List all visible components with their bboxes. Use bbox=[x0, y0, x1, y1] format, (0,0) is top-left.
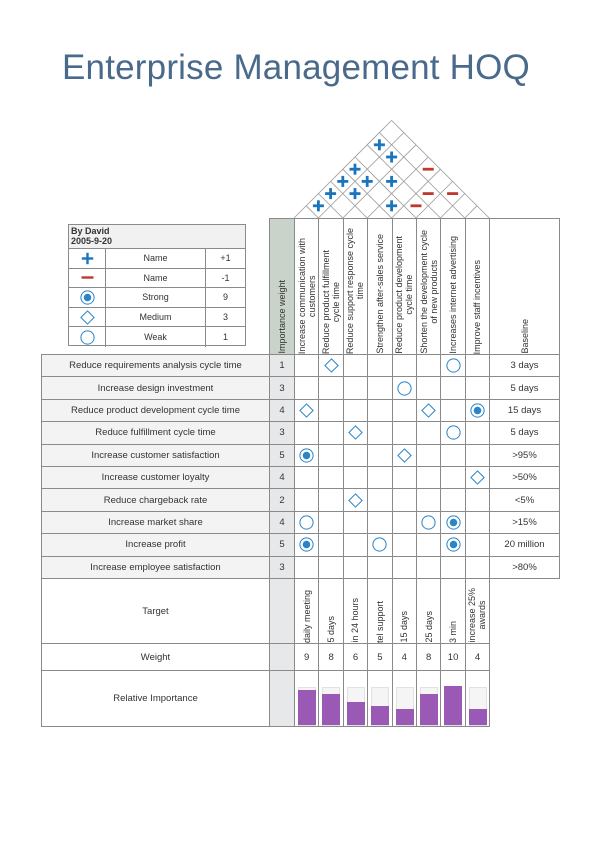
technical-requirement-label: Increases internet advertising bbox=[448, 236, 459, 354]
relationship-cell bbox=[392, 421, 417, 444]
legend-header bbox=[69, 225, 245, 249]
positive-correlation-icon bbox=[350, 164, 361, 175]
relationship-cell bbox=[318, 399, 343, 422]
weight-value: 9 bbox=[294, 643, 319, 671]
baseline-value: 5 days bbox=[489, 421, 560, 444]
relative-importance-bar-track bbox=[347, 687, 365, 726]
weight-value: 6 bbox=[343, 643, 368, 671]
technical-requirement-label: Increase communication with customers bbox=[296, 237, 317, 354]
legend-symbol bbox=[69, 327, 106, 347]
plus-icon bbox=[80, 251, 95, 266]
baseline-value: >15% bbox=[489, 511, 560, 534]
legend-row bbox=[69, 269, 245, 289]
relationship-cell bbox=[294, 354, 319, 377]
medium-relation-icon bbox=[470, 470, 485, 485]
negative-correlation-icon bbox=[411, 204, 422, 207]
legend-author: By David bbox=[71, 226, 110, 236]
relationship-cell bbox=[367, 533, 392, 556]
technical-requirement-header bbox=[343, 218, 368, 355]
importance-weight-value: 3 bbox=[269, 556, 295, 579]
target-value: in 24 hours bbox=[350, 598, 361, 643]
relationship-cell bbox=[318, 488, 343, 511]
weight-value: 4 bbox=[392, 643, 417, 671]
relationship-cell bbox=[392, 444, 417, 467]
technical-requirement-header bbox=[392, 218, 417, 355]
relationship-cell bbox=[367, 444, 392, 467]
relative-spacer bbox=[269, 670, 295, 727]
relative-importance-bar-track bbox=[396, 687, 414, 726]
negative-correlation-icon bbox=[423, 192, 434, 195]
strong-relation-icon bbox=[446, 537, 461, 552]
medium-relation-icon bbox=[421, 403, 436, 418]
legend-name: Medium bbox=[106, 308, 206, 327]
customer-requirement-label: Increase employee satisfaction bbox=[41, 556, 270, 579]
relationship-cell bbox=[318, 354, 343, 377]
relative-importance-bar-track bbox=[298, 687, 316, 726]
relationship-cell bbox=[465, 421, 490, 444]
technical-requirement-label: Reduce support response cycle time bbox=[345, 227, 366, 354]
weak-relation-icon bbox=[446, 425, 461, 440]
relative-importance-bar bbox=[347, 702, 365, 725]
relationship-cell bbox=[465, 511, 490, 534]
relationship-cell bbox=[343, 511, 368, 534]
technical-requirement-label: Shorten the development cycle of new products bbox=[418, 230, 439, 354]
relative-importance-cell bbox=[440, 670, 465, 727]
relative-importance-bar bbox=[469, 709, 487, 725]
relationship-cell bbox=[367, 466, 392, 489]
relationship-cell bbox=[294, 533, 319, 556]
relationship-cell bbox=[294, 399, 319, 422]
relationship-cell bbox=[294, 511, 319, 534]
relationship-cell bbox=[416, 444, 441, 467]
relative-importance-bar bbox=[444, 686, 462, 725]
relative-importance-cell bbox=[318, 670, 343, 727]
relationship-cell bbox=[465, 488, 490, 511]
positive-correlation-icon bbox=[313, 200, 324, 211]
relationship-cell bbox=[440, 556, 465, 579]
importance-weight-value: 1 bbox=[269, 354, 295, 377]
technical-requirement-header bbox=[416, 218, 441, 355]
legend-name: Strong bbox=[106, 288, 206, 307]
weight-label: Weight bbox=[41, 643, 270, 671]
relationship-cell bbox=[367, 556, 392, 579]
relative-importance-cell bbox=[465, 670, 490, 727]
technical-requirement-header bbox=[465, 218, 490, 355]
weak-relation-icon bbox=[299, 515, 314, 530]
baseline-value: >50% bbox=[489, 466, 560, 489]
customer-requirement-label: Increase customer loyalty bbox=[41, 466, 270, 489]
positive-correlation-icon bbox=[386, 200, 397, 211]
strong-relation-icon bbox=[299, 448, 314, 463]
technical-requirement-label: Reduce product fulfillment cycle time bbox=[321, 249, 342, 354]
relative-importance-bar bbox=[371, 706, 389, 726]
customer-requirement-label: Reduce chargeback rate bbox=[41, 488, 270, 511]
relationship-cell bbox=[440, 354, 465, 377]
customer-requirement-label: Increase market share bbox=[41, 511, 270, 534]
relationship-cell bbox=[440, 399, 465, 422]
relationship-cell bbox=[343, 466, 368, 489]
importance-weight-value: 4 bbox=[269, 399, 295, 422]
relative-importance-bar bbox=[396, 709, 414, 725]
relationship-cell bbox=[440, 466, 465, 489]
weight-value: 5 bbox=[367, 643, 392, 671]
relative-importance-cell bbox=[294, 670, 319, 727]
weight-value: 8 bbox=[416, 643, 441, 671]
positive-correlation-icon bbox=[362, 176, 373, 187]
positive-correlation-icon bbox=[386, 176, 397, 187]
relative-importance-cell bbox=[343, 670, 368, 727]
relationship-cell bbox=[392, 533, 417, 556]
minus-icon bbox=[80, 270, 95, 285]
relative-importance-bar-track bbox=[444, 687, 462, 726]
importance-weight-value: 2 bbox=[269, 488, 295, 511]
relative-importance-bar bbox=[298, 690, 316, 725]
customer-requirement-label: Reduce requirements analysis cycle time bbox=[41, 354, 270, 377]
customer-requirement-label: Reduce fulfillment cycle time bbox=[41, 421, 270, 444]
target-value: 5 days bbox=[326, 616, 337, 643]
importance-weight-value: 3 bbox=[269, 376, 295, 399]
relationship-cell bbox=[392, 511, 417, 534]
relationship-cell bbox=[343, 556, 368, 579]
customer-requirement-label: Increase customer satisfaction bbox=[41, 444, 270, 467]
relationship-cell bbox=[465, 556, 490, 579]
customer-requirement-label: Increase profit bbox=[41, 533, 270, 556]
relationship-cell bbox=[392, 376, 417, 399]
relative-importance-bar bbox=[420, 694, 438, 725]
baseline-value: <5% bbox=[489, 488, 560, 511]
relationship-cell bbox=[343, 421, 368, 444]
relative-importance-bar-track bbox=[322, 687, 340, 726]
medium-relation-icon bbox=[348, 425, 363, 440]
weak-relation-icon bbox=[446, 358, 461, 373]
positive-correlation-icon bbox=[374, 139, 385, 150]
target-cell bbox=[343, 578, 368, 644]
legend-name: Weak bbox=[106, 327, 206, 347]
technical-requirement-header bbox=[318, 218, 343, 355]
legend-row bbox=[69, 249, 245, 269]
target-cell bbox=[294, 578, 319, 644]
medium-relation-icon bbox=[397, 448, 412, 463]
positive-correlation-icon bbox=[337, 176, 348, 187]
relationship-cell bbox=[416, 556, 441, 579]
baseline-value: 15 days bbox=[489, 399, 560, 422]
importance-weight-value: 4 bbox=[269, 466, 295, 489]
weight-value: 10 bbox=[440, 643, 465, 671]
correlation-roof bbox=[0, 0, 600, 230]
relationship-cell bbox=[440, 421, 465, 444]
relationship-cell bbox=[343, 354, 368, 377]
relationship-cell bbox=[294, 421, 319, 444]
relationship-cell bbox=[294, 376, 319, 399]
legend-value: 3 bbox=[222, 312, 228, 323]
target-value: 3 min bbox=[448, 620, 459, 643]
relative-importance-bar-track bbox=[420, 687, 438, 726]
legend-value: 1 bbox=[222, 332, 228, 343]
page-title: Enterprise Management HOQ bbox=[62, 48, 530, 87]
technical-requirement-label: Reduce product development cycle time bbox=[394, 236, 415, 354]
relationship-cell bbox=[440, 488, 465, 511]
relationship-cell bbox=[392, 399, 417, 422]
relationship-cell bbox=[318, 466, 343, 489]
customer-requirement-label: Reduce product development cycle time bbox=[41, 399, 270, 422]
relative-importance-cell bbox=[392, 670, 417, 727]
relationship-cell bbox=[440, 533, 465, 556]
target-value: daily meeting bbox=[301, 589, 312, 643]
strong-relation-icon bbox=[299, 537, 314, 552]
relationship-cell bbox=[392, 466, 417, 489]
relationship-cell bbox=[318, 533, 343, 556]
relationship-cell bbox=[465, 466, 490, 489]
relative-importance-bar-track bbox=[371, 687, 389, 726]
importance-weight-value: 4 bbox=[269, 511, 295, 534]
relationship-cell bbox=[465, 444, 490, 467]
relationship-cell bbox=[392, 556, 417, 579]
relationship-cell bbox=[318, 511, 343, 534]
relationship-cell bbox=[392, 354, 417, 377]
technical-requirement-header bbox=[367, 218, 392, 355]
legend-symbol bbox=[69, 308, 106, 327]
legend-row bbox=[69, 288, 245, 308]
weight-value: 4 bbox=[465, 643, 490, 671]
importance-weight-header bbox=[269, 218, 295, 355]
relationship-cell bbox=[440, 444, 465, 467]
target-value: tel support bbox=[374, 600, 385, 643]
relationship-cell bbox=[318, 421, 343, 444]
technical-requirement-label: Strengthen after-sales service bbox=[374, 234, 385, 354]
legend-symbol bbox=[69, 249, 106, 268]
relationship-cell bbox=[465, 354, 490, 377]
legend-value: -1 bbox=[221, 272, 230, 283]
legend-symbol bbox=[69, 288, 106, 307]
importance-weight-value: 3 bbox=[269, 421, 295, 444]
importance-weight-header-label: Importance weight bbox=[277, 280, 287, 354]
legend-name: Name bbox=[106, 249, 206, 268]
relationship-cell bbox=[343, 488, 368, 511]
relationship-cell bbox=[318, 444, 343, 467]
negative-correlation-icon bbox=[447, 192, 458, 195]
weak-relation-icon bbox=[80, 330, 95, 345]
relationship-cell bbox=[294, 466, 319, 489]
negative-correlation-icon bbox=[423, 168, 434, 171]
relationship-cell bbox=[392, 488, 417, 511]
relationship-cell bbox=[367, 488, 392, 511]
relative-importance-cell bbox=[367, 670, 392, 727]
target-spacer bbox=[269, 578, 295, 644]
legend-name: Name bbox=[106, 269, 206, 288]
legend-box bbox=[68, 224, 246, 346]
relationship-cell bbox=[465, 399, 490, 422]
relationship-cell bbox=[416, 533, 441, 556]
relationship-cell bbox=[416, 399, 441, 422]
relationship-cell bbox=[367, 511, 392, 534]
relationship-cell bbox=[465, 533, 490, 556]
target-label: Target bbox=[41, 578, 270, 644]
relationship-cell bbox=[416, 421, 441, 444]
relationship-cell bbox=[343, 376, 368, 399]
relationship-cell bbox=[367, 354, 392, 377]
relative-importance-bar-track bbox=[469, 687, 487, 726]
weight-value: 8 bbox=[318, 643, 343, 671]
positive-correlation-icon bbox=[386, 152, 397, 163]
relationship-cell bbox=[416, 466, 441, 489]
legend-row bbox=[69, 308, 245, 328]
weak-relation-icon bbox=[397, 381, 412, 396]
target-cell bbox=[465, 578, 490, 644]
baseline-header-label: Baseline bbox=[519, 319, 530, 354]
relationship-cell bbox=[318, 556, 343, 579]
relative-importance-cell bbox=[416, 670, 441, 727]
relationship-cell bbox=[294, 444, 319, 467]
relative-importance-label: Relative Importance bbox=[41, 670, 270, 727]
legend-row bbox=[69, 327, 245, 347]
legend-value: +1 bbox=[220, 253, 231, 264]
relative-importance-bar bbox=[322, 694, 340, 725]
legend-date: 2005-9-20 bbox=[71, 236, 113, 246]
medium-relation-icon bbox=[80, 310, 95, 325]
medium-relation-icon bbox=[348, 493, 363, 508]
target-value: 15 days bbox=[399, 611, 410, 643]
relationship-cell bbox=[343, 399, 368, 422]
relationship-cell bbox=[465, 376, 490, 399]
legend-value: 9 bbox=[222, 292, 228, 303]
target-cell bbox=[392, 578, 417, 644]
relationship-cell bbox=[343, 444, 368, 467]
importance-weight-value: 5 bbox=[269, 444, 295, 467]
legend-symbol bbox=[69, 269, 106, 288]
baseline-value: 5 days bbox=[489, 376, 560, 399]
target-cell bbox=[367, 578, 392, 644]
customer-requirement-label: Increase design investment bbox=[41, 376, 270, 399]
technical-requirement-label: Improve staff incentives bbox=[472, 259, 483, 354]
positive-correlation-icon bbox=[350, 188, 361, 199]
relationship-cell bbox=[294, 556, 319, 579]
relationship-cell bbox=[416, 354, 441, 377]
strong-relation-icon bbox=[80, 290, 95, 305]
relationship-cell bbox=[367, 376, 392, 399]
relationship-cell bbox=[318, 376, 343, 399]
baseline-value: >95% bbox=[489, 444, 560, 467]
importance-weight-value: 5 bbox=[269, 533, 295, 556]
weight-spacer bbox=[269, 643, 295, 671]
relationship-cell bbox=[416, 488, 441, 511]
strong-relation-icon bbox=[446, 515, 461, 530]
relationship-cell bbox=[440, 376, 465, 399]
weak-relation-icon bbox=[421, 515, 436, 530]
medium-relation-icon bbox=[299, 403, 314, 418]
baseline-value: 20 million bbox=[489, 533, 560, 556]
target-cell bbox=[440, 578, 465, 644]
target-cell bbox=[318, 578, 343, 644]
relationship-cell bbox=[367, 399, 392, 422]
technical-requirement-header bbox=[294, 218, 319, 355]
baseline-header bbox=[489, 218, 560, 355]
strong-relation-icon bbox=[470, 403, 485, 418]
relationship-cell bbox=[416, 376, 441, 399]
baseline-value: >80% bbox=[489, 556, 560, 579]
relationship-cell bbox=[416, 511, 441, 534]
target-value: 25 days bbox=[423, 611, 434, 643]
relationship-cell bbox=[343, 533, 368, 556]
relationship-cell bbox=[440, 511, 465, 534]
relationship-cell bbox=[367, 421, 392, 444]
target-cell bbox=[416, 578, 441, 644]
relationship-cell bbox=[294, 488, 319, 511]
weak-relation-icon bbox=[372, 537, 387, 552]
medium-relation-icon bbox=[324, 358, 339, 373]
target-value: increase 25% awards bbox=[467, 588, 488, 643]
technical-requirement-header bbox=[440, 218, 465, 355]
baseline-value: 3 days bbox=[489, 354, 560, 377]
positive-correlation-icon bbox=[325, 188, 336, 199]
